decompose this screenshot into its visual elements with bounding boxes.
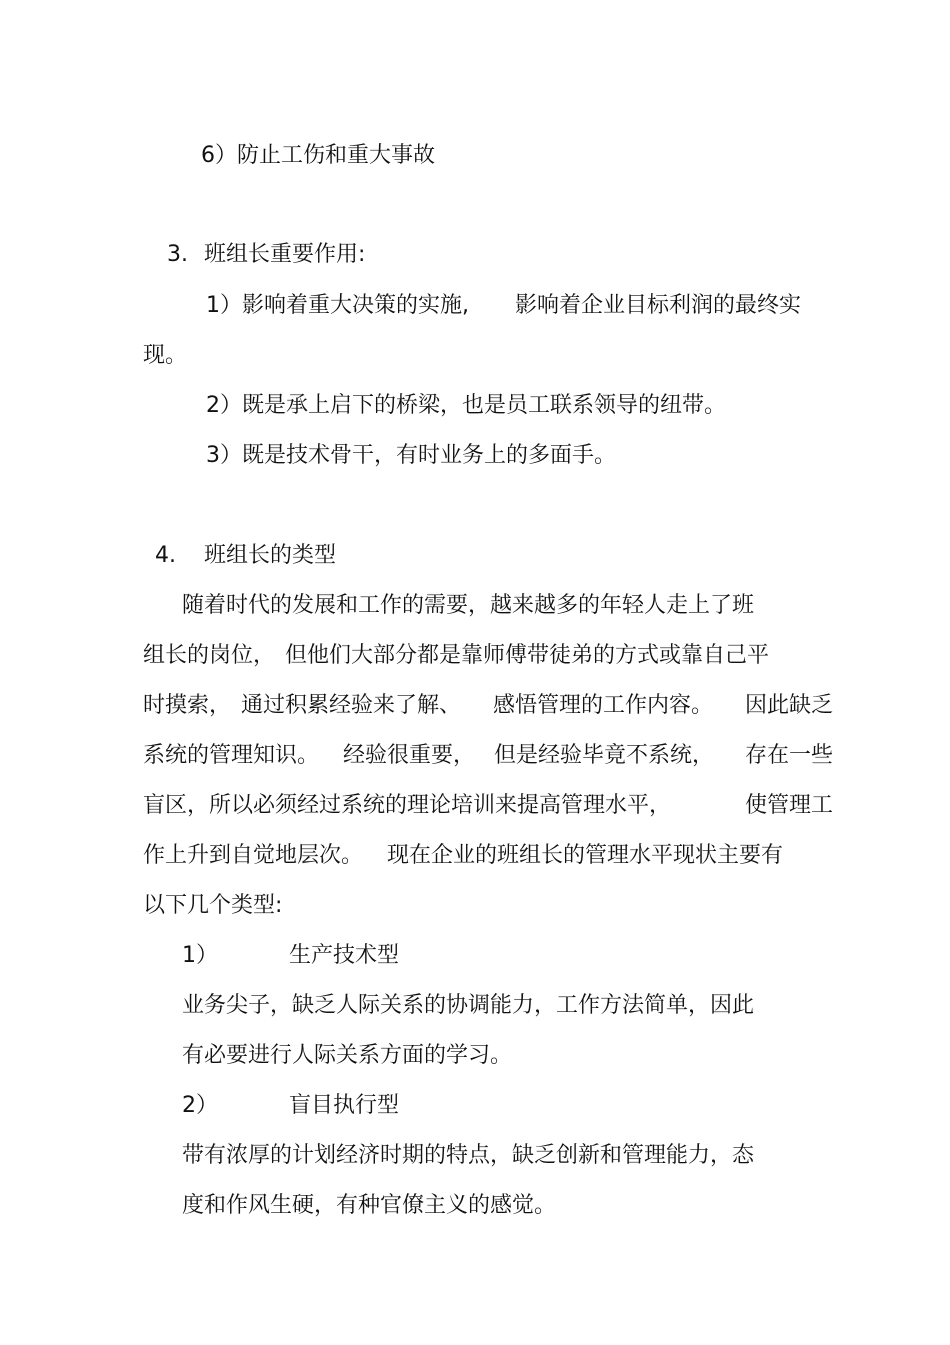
type-1-title: 生产技术型	[288, 943, 399, 968]
type-2-description-line-2: 度和作风生硬，有种官僚主义的感觉。	[181, 1193, 556, 1218]
paragraph-4-line-2b: 但他们大部分都是靠师傅带徒弟的方式或靠自己平	[284, 643, 769, 668]
paragraph-4-line-3c: 感悟管理的工作内容。	[492, 693, 713, 718]
section-3-item-1-line-1-part-1: 1）影响着重大决策的实施,	[205, 293, 469, 318]
section-3-item-1-line-2: 现。	[142, 343, 187, 368]
paragraph-4-line-4b: 经验很重要，	[342, 743, 475, 768]
paragraph-4-line-1: 随着时代的发展和工作的需要，越来越多的年轻人走上了班	[181, 593, 754, 618]
section-number: 3.	[166, 242, 188, 267]
type-1-description-line-2: 有必要进行人际关系方面的学习。	[181, 1043, 512, 1068]
paragraph-4-line-3d: 因此缺乏	[744, 693, 833, 718]
paragraph-4-line-7: 以下几个类型:	[142, 893, 283, 918]
paragraph-4-line-5b: 使管理工	[744, 793, 833, 818]
list-item-text: 6）防止工伤和重大事故	[200, 143, 435, 168]
paragraph-4-line-4c: 但是经验毕竟不系统，	[493, 743, 714, 768]
section-3-item-1-line-1-part-2: 影响着企业目标利润的最终实	[514, 293, 801, 318]
list-item-6	[173, 111, 435, 201]
paragraph-4-line-6b: 现在企业的班组长的管理水平现状主要有	[386, 843, 783, 868]
paragraph-4-line-3b: 通过积累经验来了解、	[240, 693, 461, 718]
section-number: 4.	[154, 543, 176, 568]
type-2-description-line-1: 带有浓厚的计划经济时期的特点，缺乏创新和管理能力，态	[181, 1143, 754, 1168]
type-1-number: 1）	[181, 943, 218, 968]
paragraph-4-line-5a: 盲区，所以必须经过系统的理论培训来提高管理水平，	[142, 793, 671, 818]
section-3-item-2: 2）既是承上启下的桥梁，也是员工联系领导的纽带。	[205, 393, 726, 418]
section-title: 班组长的类型	[203, 543, 336, 568]
paragraph-4-line-6a: 作上升到自觉地层次。	[142, 843, 363, 868]
paragraph-4-line-4a: 系统的管理知识。	[142, 743, 319, 768]
section-title: 班组长重要作用:	[203, 242, 366, 267]
type-2-number: 2）	[181, 1093, 218, 1118]
paragraph-4-line-2: 组长的岗位，	[142, 643, 275, 668]
section-3-item-3: 3）既是技术骨干，有时业务上的多面手。	[205, 443, 616, 468]
type-1-description-line-1: 业务尖子，缺乏人际关系的协调能力，工作方法简单，因此	[181, 993, 754, 1018]
paragraph-4-line-3a: 时摸索，	[142, 693, 231, 718]
type-2-title: 盲目执行型	[288, 1093, 399, 1118]
paragraph-4-line-4d: 存在一些	[744, 743, 833, 768]
